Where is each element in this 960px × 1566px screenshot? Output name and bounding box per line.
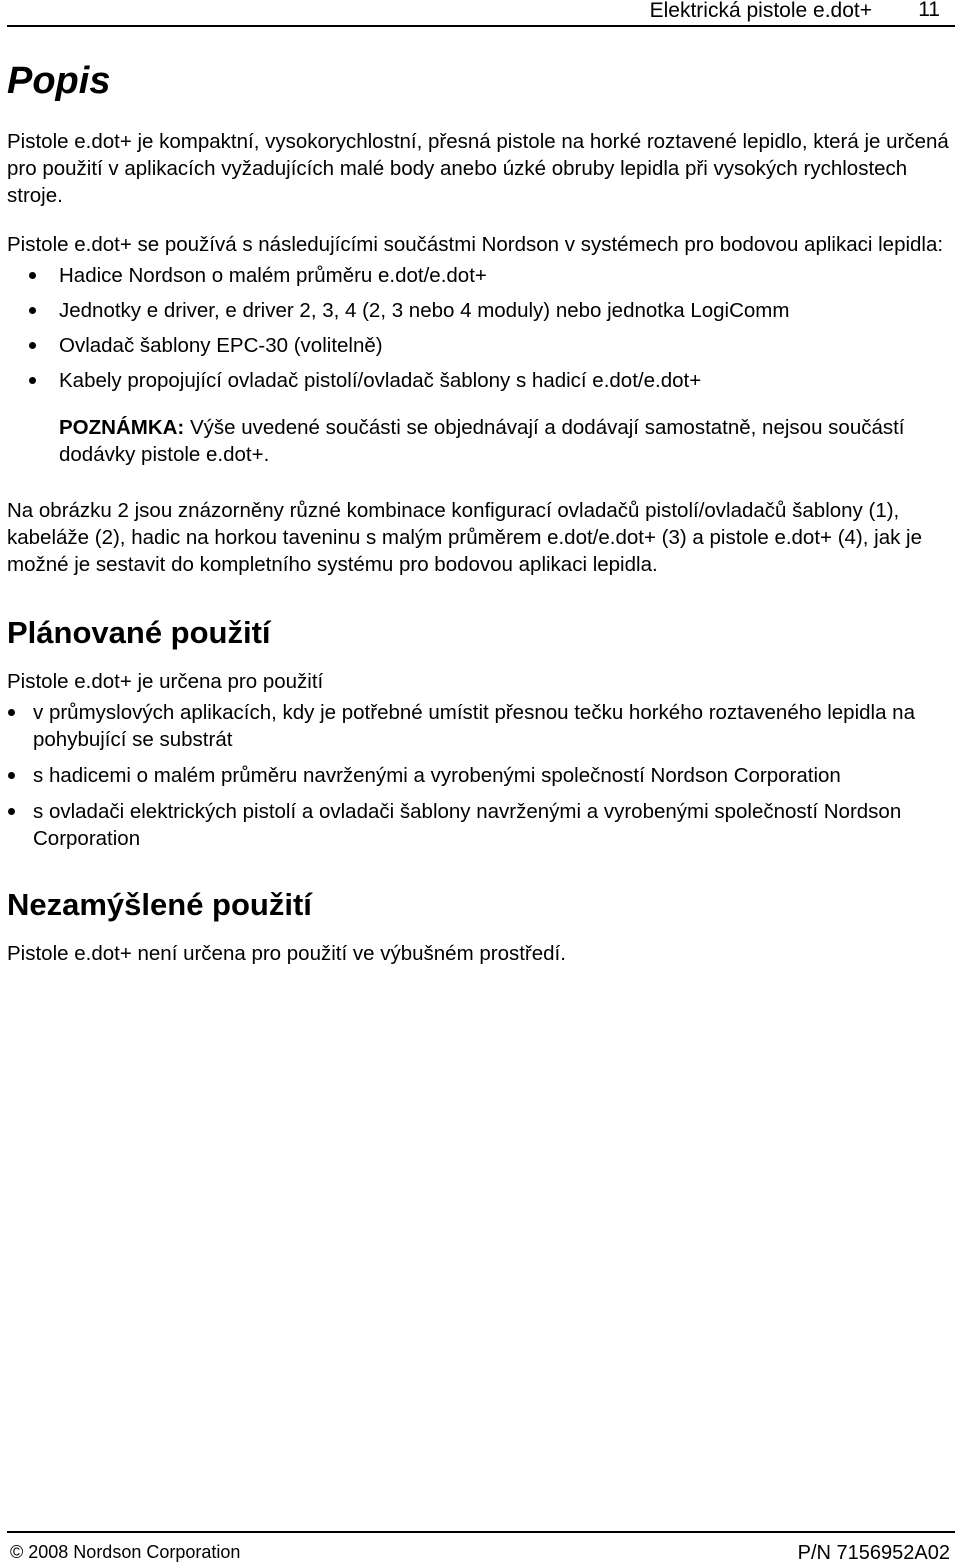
planovane-intro: Pistole e.dot+ je určena pro použití [7, 670, 324, 693]
header-divider [7, 25, 955, 27]
list-item: Kabely propojující ovladač pistolí/ovladač šablony s hadicí e.dot/e.dot+ [7, 367, 955, 394]
page-number: 11 [918, 0, 940, 21]
intended-use-list [7, 699, 955, 852]
section-heading-popis: Popis [7, 60, 111, 102]
popis-paragraph-3: Na obrázku 2 jsou znázorněny různé kombinace konfigurací ovladačů pistolí/ovladačů šablony (1), kabeláže (2), hadic na horkou taveninu s malým průměrem e.dot/e.dot+ (3) a pistole e.dot+ (4), jak je možné je sestavit do kompletního systému pro bodovou aplikaci lepidla. [7, 499, 923, 576]
section-planovane-pouziti [7, 614, 955, 852]
section-heading-nezamyslene: Nezamýšlené použití [7, 887, 312, 922]
note-text: Výše uvedené součásti se objednávají a dodávají samostatně, nejsou součástí dodávky pistole e.dot+. [59, 416, 905, 466]
page-header [0, 0, 960, 26]
list-item: Jednotky e driver, e driver 2, 3, 4 (2, 3 nebo 4 moduly) nebo jednotka LogiComm [7, 297, 955, 324]
list-item: Hadice Nordson o malém průměru e.dot/e.dot+ [7, 262, 955, 289]
components-list [7, 262, 955, 394]
nezamyslene-text: Pistole e.dot+ není určena pro použití ve výbušném prostředí. [7, 942, 566, 965]
list-item: s ovladači elektrických pistolí a ovladači šablony navrženými a vyrobenými společností Nordson Corporation [7, 798, 955, 852]
list-item: v průmyslových aplikacích, kdy je potřebné umístit přesnou tečku horkého roztaveného lepidla na pohybující se substrát [7, 699, 955, 753]
list-item: s hadicemi o malém průměru navrženými a vyrobenými společností Nordson Corporation [7, 762, 955, 789]
section-heading-planovane: Plánované použití [7, 615, 271, 650]
list-item: Ovladač šablony EPC-30 (volitelně) [7, 332, 955, 359]
footer-copyright: © 2008 Nordson Corporation [10, 1542, 241, 1562]
note-label: POZNÁMKA: [59, 416, 185, 439]
footer-part-number: P/N 7156952A02 [797, 1542, 950, 1564]
section-nezamyslene-pouziti [7, 886, 955, 967]
popis-paragraph-2: Pistole e.dot+ se používá s následujícími součástmi Nordson v systémech pro bodovou aplikaci lepidla: [7, 233, 944, 256]
footer-divider [7, 1531, 955, 1533]
header-title: Elektrická pistole e.dot+ [649, 0, 872, 22]
popis-paragraph-1: Pistole e.dot+ je kompaktní, vysokorychlostní, přesná pistole na horké roztavené lepidlo, která je určená pro použití v aplikacích vyžadujících malé body anebo úzké obruby lepidla při vysokých rychlostech stroje. [7, 130, 949, 207]
page-content [7, 58, 955, 989]
note-block [7, 414, 955, 468]
section-popis [7, 58, 955, 578]
